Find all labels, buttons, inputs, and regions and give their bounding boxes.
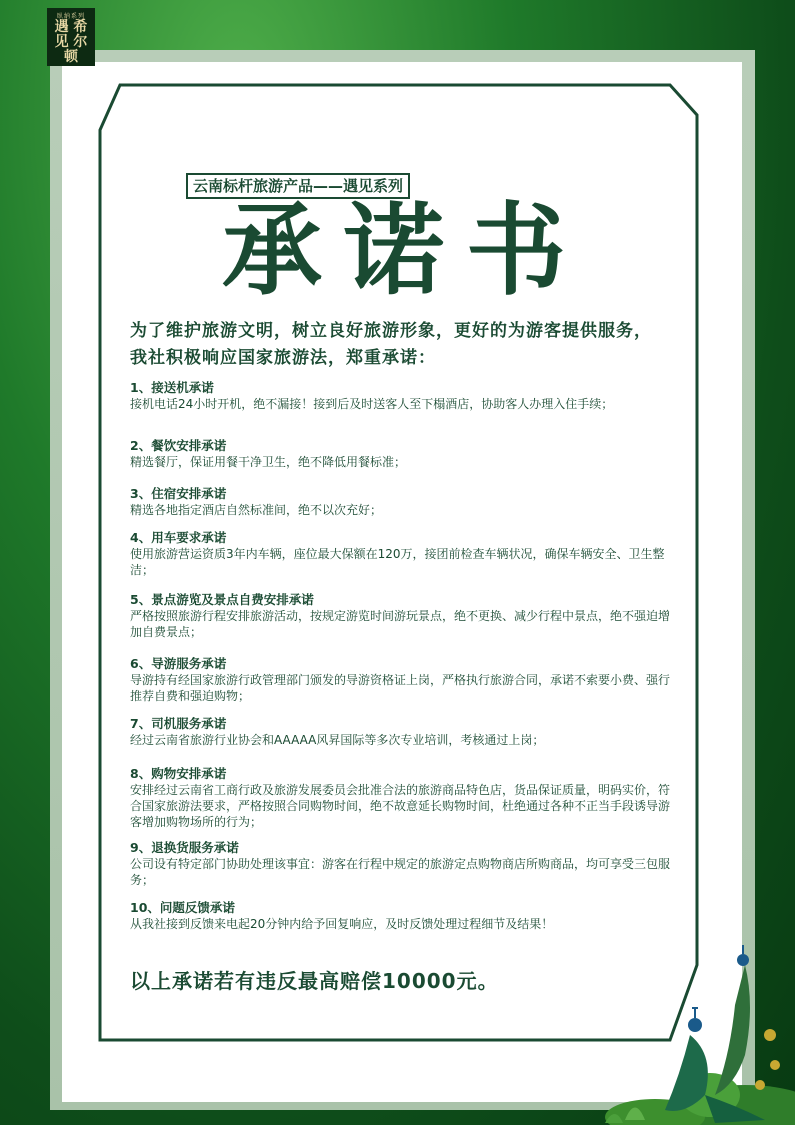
logo-series: 臥納系列	[56, 13, 85, 20]
item-body: 导游持有经国家旅游行政管理部门颁发的导游资格证上岗，严格执行旅游合同，承诺不索要小费、强行推荐自费和强迫购物；	[130, 673, 671, 703]
item-title: 4、用车要求承诺	[130, 530, 227, 545]
commitment-item	[130, 380, 670, 412]
logo-name-3: 顿	[64, 49, 78, 65]
item-body: 接机电话24小时开机，绝不漏接！接到后及时送客人至下榻酒店，协助客人办理入住手续；	[130, 397, 614, 411]
item-title: 7、司机服务承诺	[130, 716, 227, 731]
item-title: 3、住宿安排承诺	[130, 486, 227, 501]
logo-name-2: 见 尔	[54, 34, 88, 50]
item-body: 安排经过云南省工商行政及旅游发展委员会批准合法的旅游商品特色店，货品保证质量，明码实价，符合国家旅游法要求，严格按照合同购物时间，绝不故意延长购物时间，杜绝通过各种不正当手段诱导游客增加购物场所的行为；	[130, 783, 671, 829]
item-body: 公司设有特定部门协助处理该事宜：游客在行程中规定的旅游定点购物商店所购商品，均可享受三包服务；	[130, 857, 671, 887]
page-title: 承诺书	[222, 191, 588, 309]
item-title: 6、导游服务承诺	[130, 656, 227, 671]
intro-paragraph: 为了维护旅游文明，树立良好旅游形象，更好的为游客提供服务，我社积极响应国家旅游法，郑重承诺：	[130, 321, 652, 368]
item-title: 2、餐饮安排承诺	[130, 438, 227, 453]
item-title: 1、接送机承诺	[130, 380, 214, 395]
commitment-item	[130, 766, 670, 830]
commitment-item	[130, 716, 670, 748]
commitment-item	[130, 900, 670, 932]
item-title: 10、问题反馈承诺	[130, 900, 235, 915]
commitment-item	[130, 486, 670, 518]
commitment-item	[130, 438, 670, 470]
logo-name-1: 遇 希	[54, 19, 88, 35]
commitment-item	[130, 530, 670, 578]
subtitle-box: 云南标杆旅游产品——遇见系列	[186, 173, 410, 199]
item-body: 严格按照旅游行程安排旅游活动，按规定游览时间游玩景点，绝不更换、减少行程中景点，绝不强迫增加自费景点；	[130, 609, 671, 639]
item-body: 使用旅游营运资质3年内车辆，座位最大保额在120万，接团前检查车辆状况，确保车辆安全、卫生整洁；	[130, 547, 665, 577]
item-body: 从我社接到反馈来电起20分钟内给予回复响应，及时反馈处理过程细节及结果！	[130, 917, 554, 931]
closing-statement: 以上承诺若有违反最高赔偿10000元。	[130, 969, 499, 993]
item-title: 5、景点游览及景点自费安排承诺	[130, 592, 314, 607]
item-title: 9、退换货服务承诺	[130, 840, 239, 855]
commitment-item	[130, 592, 670, 640]
item-body: 精选餐厅，保证用餐干净卫生，绝不降低用餐标准；	[130, 455, 407, 469]
item-title: 8、购物安排承诺	[130, 766, 227, 781]
item-body: 经过云南省旅游行业协会和AAAAA风昇国际等多次专业培训，考核通过上岗；	[130, 733, 545, 747]
item-body: 精选各地指定酒店自然标准间，绝不以次充好；	[130, 503, 383, 517]
commitment-item	[130, 656, 670, 704]
commitment-item	[130, 840, 670, 888]
peacock-decoration-icon	[595, 945, 795, 1125]
